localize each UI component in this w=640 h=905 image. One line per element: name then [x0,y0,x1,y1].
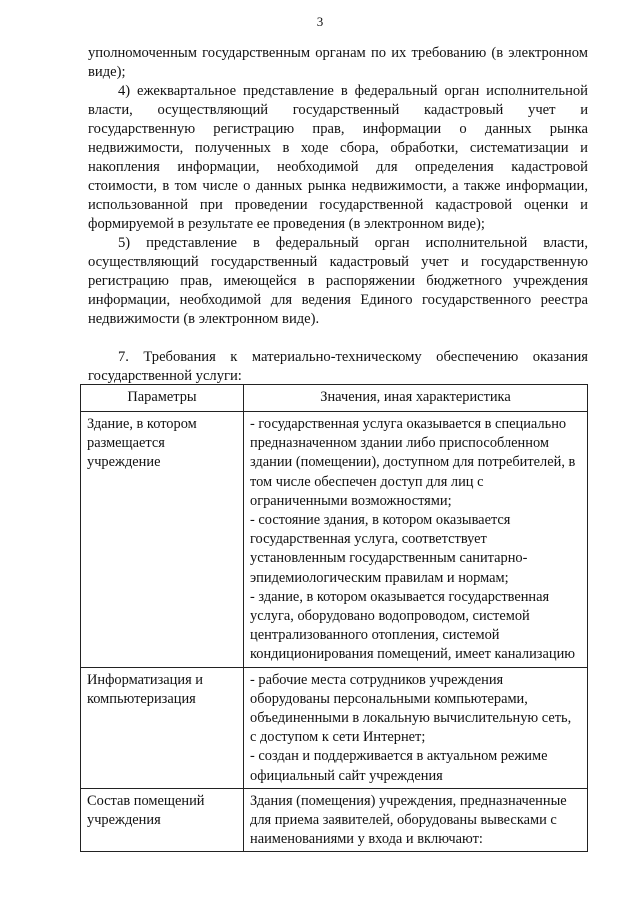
value-line: - состояние здания, в котором оказывается государственная услуга, соответствует установленным государственным санитарно-эпидемиологическим правилам и нормам; [250,512,528,586]
row-value [244,667,588,788]
row-parameter: Информатизация и компьютеризация [81,667,244,788]
row-parameter: Здание, в котором размещается учреждение [81,412,244,668]
value-line: - рабочие места сотрудников учреждения оборудованы персональными компьютерами, объединенными в локальную вычислительную сеть, с доступом к сети Интернет; [250,671,572,746]
row-value [244,412,588,668]
requirements-table [80,384,588,852]
column-header-parameters: Параметры [81,385,244,412]
section-7-heading: 7. Требования к материально-техническому обеспечению оказания государственной услуги: [88,349,588,384]
value-line: - здание, в котором оказывается государственная услуга, оборудовано водопроводом, системой централизованного отопления, системой кондиционирования помещений, имеет канализацию [250,588,576,663]
page-number: 3 [316,14,324,29]
value-line: - создан и поддерживается в актуальном режиме официальный сайт учреждения [250,748,548,784]
paragraph-item-5: 5) представление в федеральный орган исполнительной власти, осуществляющий государственный кадастровый учет и государственную регистрацию прав, имеющейся в распоряжении бюджетного учреждения информации, необходимой для ведения Единого государственного реестра недвижимости (в электронном виде). [88,235,588,327]
paragraph-continuation: уполномоченным государственным органам по их требованию (в электронном виде); [88,45,588,80]
row-parameter: Состав помещений учреждения [81,788,244,852]
value-line: - государственная услуга оказывается в специально предназначенном здании либо приспособленном здании (помещении), доступном для потребителей, в том числе обеспечен доступ для лиц с ограниченными возможностями; [250,416,576,509]
table-row [81,412,588,668]
table-row [81,667,588,788]
row-value: Здания (помещения) учреждения, предназначенные для приема заявителей, оборудованы вывесками с наименованиями у входа и включают: [244,788,588,852]
body-text [88,44,588,386]
table-row [81,788,588,852]
paragraph-item-4: 4) ежеквартальное представление в федеральный орган исполнительной власти, осуществляющий государственный кадастровый учет и государственную регистрацию прав, информации о данных рынка недвижимости, полученных в ходе сбора, обработки, систематизации и накопления информации, необходимой для определения кадастровой стоимости, в том числе о данных рынка недвижимости, а также информации, использованной при проведении государственной кадастровой оценки и формируемой в результате ее проведения (в электронном виде); [88,83,588,232]
table-header-row [81,385,588,412]
column-header-values: Значения, иная характеристика [244,385,588,412]
